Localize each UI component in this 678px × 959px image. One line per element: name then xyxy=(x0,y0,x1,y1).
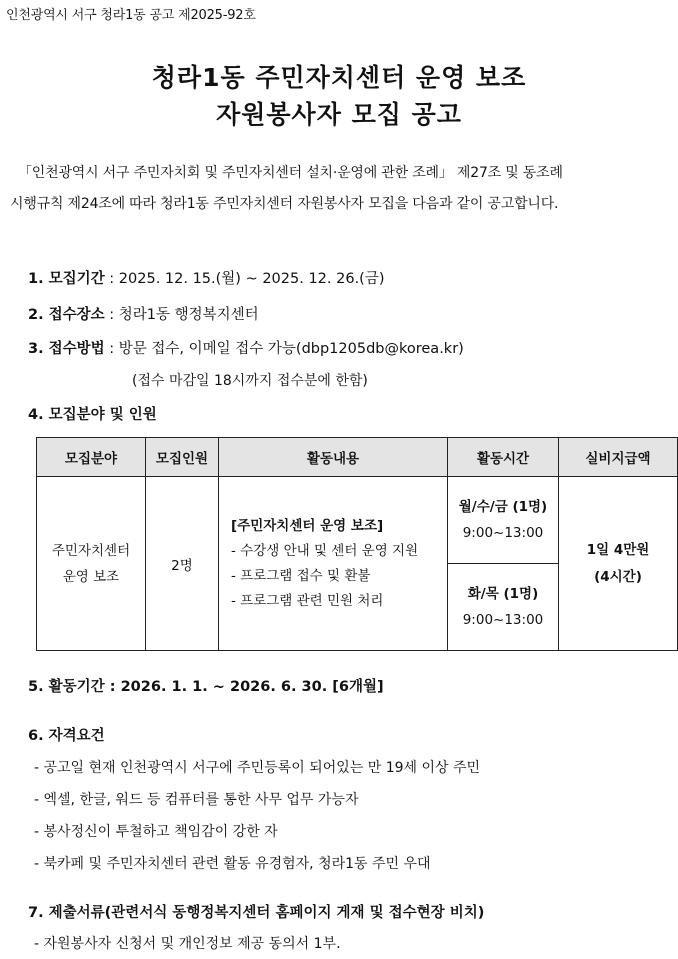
pay-cell xyxy=(559,477,678,651)
recruit-table xyxy=(36,437,678,651)
table-header: 모집인원 xyxy=(146,438,219,477)
section-2-value: : 청라1동 행정복지센터 xyxy=(104,307,259,323)
pay-line-1: 1일 4만원 xyxy=(586,541,650,558)
activity-item: - 프로그램 접수 및 환불 xyxy=(231,567,371,584)
requirement-item: - 봉사정신이 투철하고 책임감이 강한 자 xyxy=(34,824,278,840)
document-item: - 자원봉사자 신청서 및 개인정보 제공 동의서 1부. xyxy=(34,936,341,952)
requirement-item: - 북카페 및 주민자치센터 관련 활동 유경험자, 청라1동 주민 우대 xyxy=(34,856,431,872)
table-row xyxy=(37,477,678,564)
table-header: 실비지급액 xyxy=(559,438,678,477)
section-4-label: 4. 모집분야 및 인원 xyxy=(28,407,157,423)
section-recruit-period xyxy=(28,267,385,288)
pay-line-2: (4시간) xyxy=(594,568,642,585)
section-activity-period xyxy=(28,675,384,696)
section-1-label: 1. 모집기간 xyxy=(28,271,105,287)
section-6-label: 6. 자격요건 xyxy=(28,728,105,744)
slot-2-time: 9:00~13:00 xyxy=(462,612,544,628)
slot-1-days: 월/수/금 (1명) xyxy=(458,499,548,515)
field-line-2: 운영 보조 xyxy=(62,568,120,585)
table-header: 활동내용 xyxy=(219,438,448,477)
section-5-value: : 2026. 1. 1. ~ 2026. 6. 30. [6개월] xyxy=(104,679,384,695)
table-header: 활동시간 xyxy=(448,438,559,477)
section-reception-method xyxy=(28,337,464,358)
activity-item: - 프로그램 관련 민원 처리 xyxy=(231,592,384,609)
section-5-label: 5. 활동기간 xyxy=(28,679,105,695)
table-header-row xyxy=(37,438,678,477)
section-3-note: (접수 마감일 18시까지 접수분에 한함) xyxy=(132,373,368,389)
time-slot-1 xyxy=(448,477,559,564)
activities-cell xyxy=(219,477,448,651)
page-title: 청라1동 주민자치센터 운영 보조 xyxy=(151,63,527,92)
intro-line-1: 「인천광역시 서구 주민자치회 및 주민자치센터 설치·운영에 관한 조례」 제27조 및 동조례 xyxy=(18,165,563,181)
section-7-label: 7. 제출서류(관련서식 동행정복지센터 홈페이지 게재 및 접수현장 비치) xyxy=(28,905,485,921)
slot-1-time: 9:00~13:00 xyxy=(462,525,544,541)
field-cell xyxy=(37,477,146,651)
table-header: 모집분야 xyxy=(37,438,146,477)
slot-2-days: 화/목 (1명) xyxy=(467,586,539,602)
section-2-label: 2. 접수장소 xyxy=(28,307,105,323)
section-3-value: : 방문 접수, 이메일 접수 가능(dbp1205db@korea.kr) xyxy=(104,341,464,357)
section-3-label: 3. 접수방법 xyxy=(28,341,105,357)
intro-line-2: 시행규칙 제24조에 따라 청라1동 주민자치센터 자원봉사자 모집을 다음과 같이 공고합니다. xyxy=(10,196,559,212)
activity-item: - 수강생 안내 및 센터 운영 지원 xyxy=(231,542,419,559)
notice-number: 인천광역시 서구 청라1동 공고 제2025-92호 xyxy=(6,8,256,23)
intro-paragraph xyxy=(10,158,670,220)
count-cell: 2명 xyxy=(146,477,219,651)
requirement-item: - 엑셀, 한글, 워드 등 컴퓨터를 통한 사무 업무 가능자 xyxy=(34,792,359,808)
page-subtitle: 자원봉사자 모집 공고 xyxy=(216,100,462,129)
section-1-value: : 2025. 12. 15.(월) ~ 2025. 12. 26.(금) xyxy=(104,271,385,287)
field-line-1: 주민자치센터 xyxy=(51,542,131,559)
time-slot-2 xyxy=(448,564,559,651)
requirement-item: - 공고일 현재 인천광역시 서구에 주민등록이 되어있는 만 19세 이상 주민 xyxy=(34,760,481,776)
section-reception-place xyxy=(28,303,259,324)
activity-title: [주민자치센터 운영 보조] xyxy=(231,517,384,534)
